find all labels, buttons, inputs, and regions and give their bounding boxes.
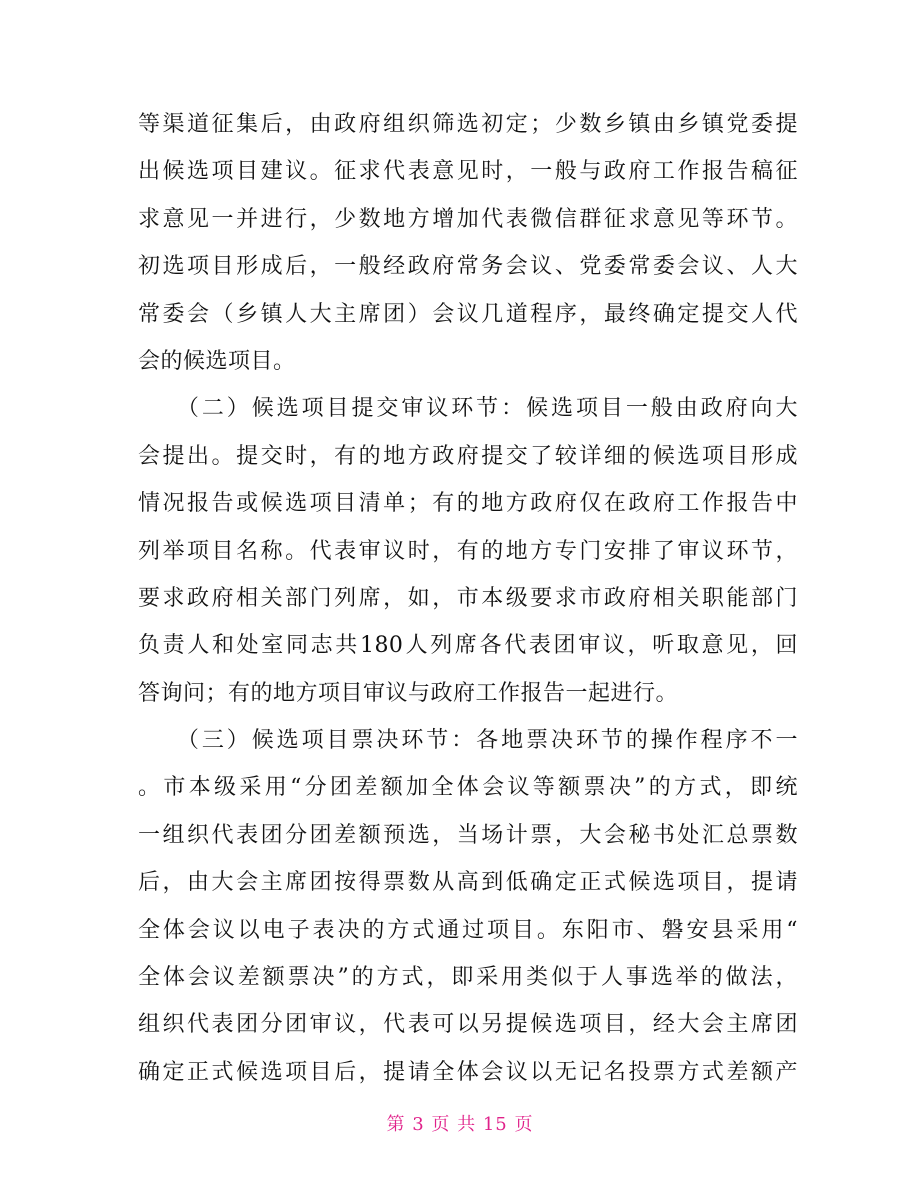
text-line: 。市本级采用“分团差额加全体会议等额票决”的方式，即统 [138,775,798,801]
text-line: 求意见一并进行，少数地方增加代表微信群征求意见等环节。 [138,206,798,232]
text-line: 情况报告或候选项目清单；有的地方政府仅在政府工作报告中 [138,491,798,517]
text-line: 要求政府相关部门列席，如，市本级要求市政府相关职能部门 [138,585,798,611]
text-line: 会的候选项目。 [138,348,296,374]
page-number-footer: 第 3 页 共 15 页 [386,1114,534,1135]
text-line: 负责人和处室同志共180人列席各代表团审议，听取意见，回 [138,633,798,659]
document-body [138,101,798,1096]
text-line: 组织代表团分团审议，代表可以另提候选项目，经大会主席团 [138,1012,798,1038]
text-line: 全体会议差额票决”的方式，即采用类似于人事选举的做法， [138,965,798,991]
text-line: （三）候选项目票决环节：各地票决环节的操作程序不一 [138,728,798,754]
text-line: 列举项目名称。代表审议时，有的地方专门安排了审议环节， [138,538,798,564]
text-line: 常委会（乡镇人大主席团）会议几道程序，最终确定提交人代 [138,301,798,327]
text-line: 一组织代表团分团差额预选，当场计票，大会秘书处汇总票数 [138,822,798,848]
text-line: 全体会议以电子表决的方式通过项目。东阳市、磐安县采用“ [138,917,798,943]
text-line: 等渠道征集后，由政府组织筛选初定；少数乡镇由乡镇党委提 [138,112,798,137]
text-line: （二）候选项目提交审议环节：候选项目一般由政府向大 [138,396,798,422]
text-line: 后，由大会主席团按得票数从高到低确定正式候选项目，提请 [138,870,798,896]
text-line: 会提出。提交时，有的地方政府提交了较详细的候选项目形成 [138,443,798,469]
text-line: 答询问；有的地方项目审议与政府工作报告一起进行。 [138,680,679,706]
text-line: 初选项目形成后，一般经政府常务会议、党委常委会议、人大 [138,254,798,280]
text-line: 确定正式候选项目后，提请全体会议以无记名投票方式差额产 [138,1059,798,1085]
text-line: 出候选项目建议。征求代表意见时，一般与政府工作报告稿征 [138,159,798,185]
